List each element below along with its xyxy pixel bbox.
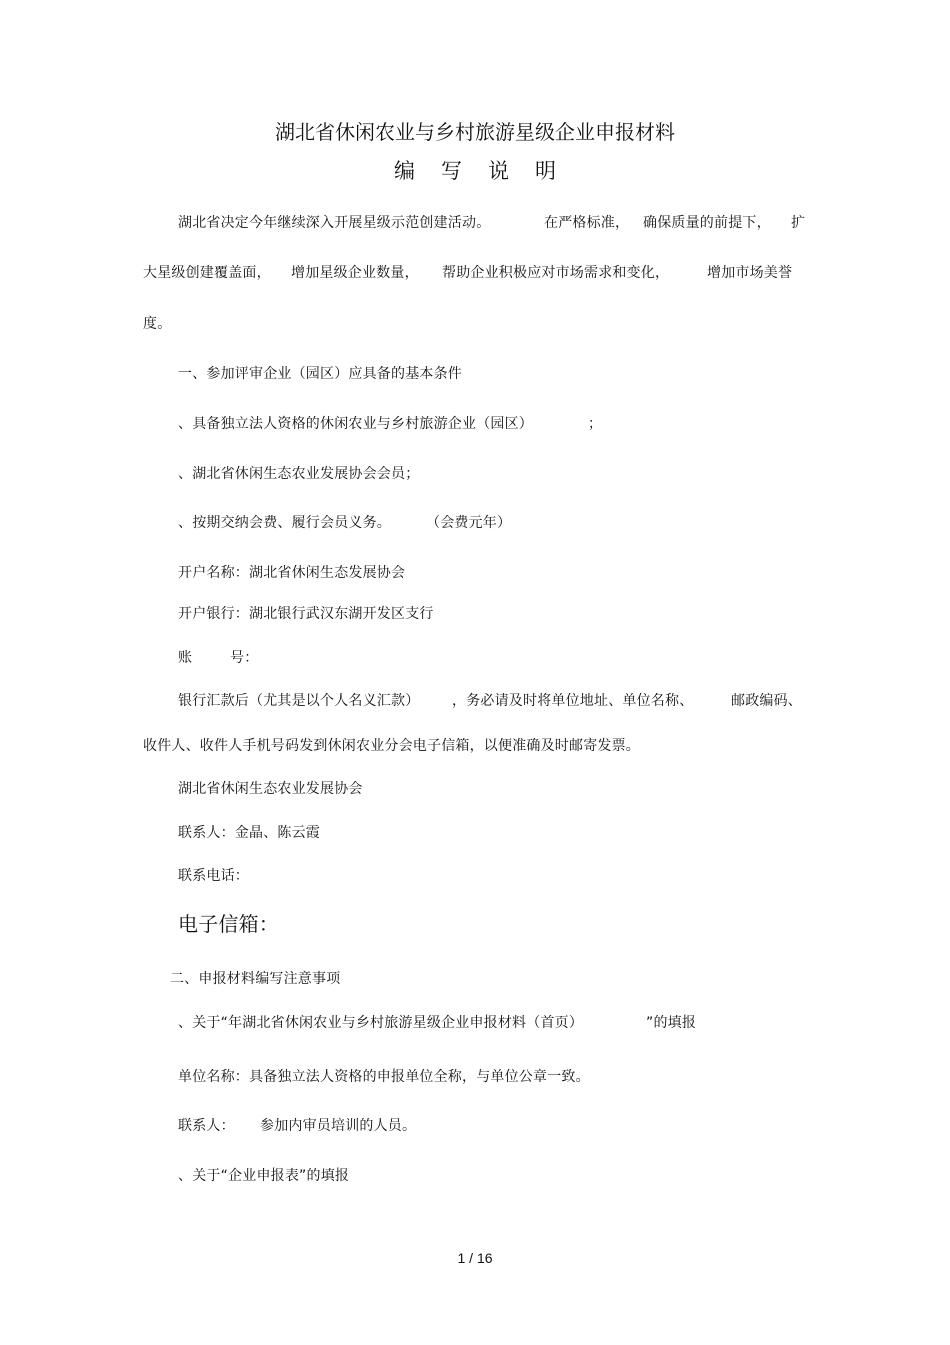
list-item: 、关于“企业申报表”的填报 [178, 1168, 350, 1184]
intro-text: 帮助企业积极应对市场需求和变化， [442, 265, 670, 281]
list-item: （会费元年） [426, 515, 512, 531]
contact-email: 电子信箱： [178, 912, 279, 936]
intro-text: 湖北省决定今年继续深入开展星级示范创建活动。 [178, 215, 491, 231]
remittance-text: 银行汇款后（尤其是以个人名义汇款） [178, 693, 420, 709]
remittance-text: 邮政编码、 [731, 693, 802, 709]
contact-text: 参加内审员培训的人员。 [260, 1118, 417, 1134]
intro-text: 在严格标准， [544, 215, 630, 231]
contact-phone: 联系电话： [178, 868, 249, 884]
unit-name-text: 单位名称：具备独立法人资格的申报单位全称，与单位公章一致。 [178, 1069, 590, 1085]
remittance-text: ，务必请及时将单位地址、单位名称、 [452, 693, 694, 709]
account-number-label: 号： [230, 650, 259, 666]
bank-name: 开户银行：湖北银行武汉东湖开发区支行 [178, 606, 434, 622]
list-item: ； [588, 416, 603, 432]
intro-text: 大星级创建覆盖面， [143, 265, 271, 281]
list-item: 、具备独立法人资格的休闲农业与乡村旅游企业（园区） [178, 416, 533, 432]
list-item: 、按期交纳会费、履行会员义务。 [178, 515, 391, 531]
intro-text: 扩 [791, 215, 806, 231]
organization-name: 湖北省休闲生态农业发展协会 [178, 781, 363, 797]
list-item: 、湖北省休闲生态农业发展协会会员； [178, 466, 420, 482]
remittance-text: 收件人、收件人手机号码发到休闲农业分会电子信箱，以便准确及时邮寄发票。 [143, 738, 640, 754]
list-item: ”的填报 [646, 1015, 697, 1031]
section-heading: 一、参加评审企业（园区）应具备的基本条件 [178, 366, 462, 382]
contact-text: 联系人： [178, 1118, 235, 1134]
contact-persons: 联系人：金晶、陈云霞 [178, 825, 320, 841]
section-heading: 二、申报材料编写注意事项 [170, 971, 341, 987]
intro-text: 增加星级企业数量， [291, 265, 419, 281]
document-title: 湖北省休闲农业与乡村旅游星级企业申报材料 [275, 120, 675, 144]
list-item: 、关于“年湖北省休闲农业与乡村旅游星级企业申报材料（首页） [178, 1015, 584, 1031]
account-number-label: 账 [178, 650, 193, 666]
account-name: 开户名称：湖北省休闲生态发展协会 [178, 565, 406, 581]
document-subtitle: 编写说明 [394, 159, 582, 183]
page-number: 1 / 16 [457, 1250, 493, 1266]
intro-text: 增加市场美誉 [707, 265, 793, 281]
intro-text: 确保质量的前提下， [643, 215, 771, 231]
intro-text: 度。 [143, 316, 172, 332]
